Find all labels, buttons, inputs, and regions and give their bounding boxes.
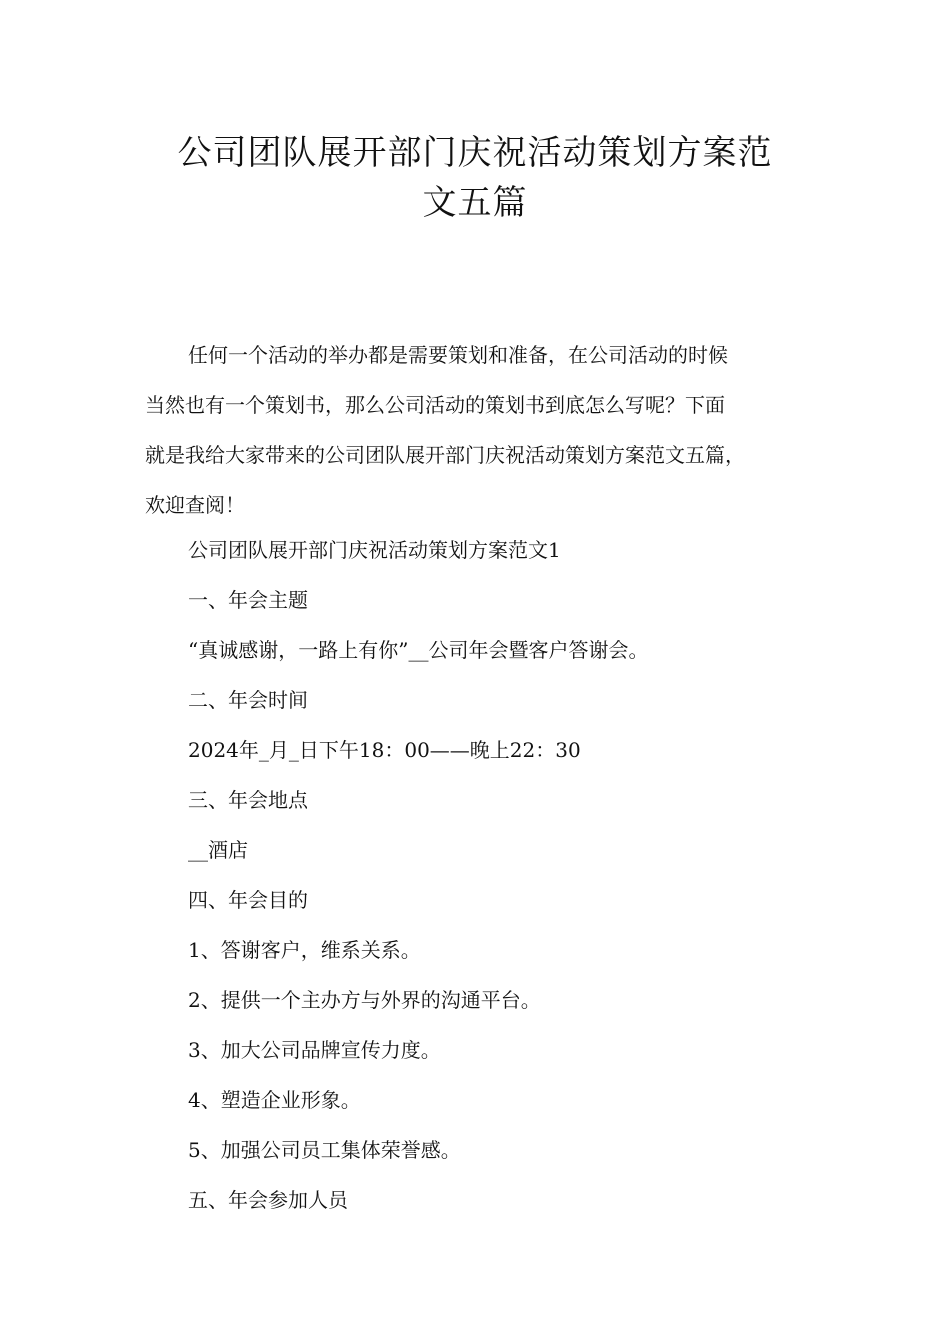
intro-line-2: 当然也有一个策划书，那么公司活动的策划书到底怎么写呢？下面 — [145, 393, 725, 417]
intro-line-3: 就是我给大家带来的公司团队展开部门庆祝活动策划方案范文五篇， — [145, 443, 745, 467]
document-title-line-1: 公司团队展开部门庆祝活动策划方案范 — [177, 133, 773, 173]
purpose-item-2: 2、提供一个主办方与外界的沟通平台。 — [188, 988, 541, 1012]
purpose-item-3: 3、加大公司品牌宣传力度。 — [188, 1038, 441, 1062]
section-heading-plan-1: 公司团队展开部门庆祝活动策划方案范文1 — [188, 538, 561, 562]
purpose-item-5: 5、加强公司员工集体荣誉感。 — [188, 1138, 461, 1162]
theme-text: “真诚感谢，一路上有你”__公司年会暨客户答谢会。 — [188, 638, 649, 662]
heading-venue: 三、年会地点 — [188, 788, 308, 812]
purpose-item-1: 1、答谢客户，维系关系。 — [188, 938, 421, 962]
heading-theme: 一、年会主题 — [188, 588, 308, 612]
heading-purpose: 四、年会目的 — [188, 888, 308, 912]
time-text: 2024年_月_日下午18：00——晚上22：30 — [188, 738, 581, 762]
document-title-line-2: 文五篇 — [422, 183, 528, 223]
intro-line-1: 任何一个活动的举办都是需要策划和准备，在公司活动的时候 — [188, 343, 728, 367]
venue-text: __酒店 — [188, 838, 248, 862]
purpose-item-4: 4、塑造企业形象。 — [188, 1088, 361, 1112]
document-title — [100, 128, 850, 228]
heading-time: 二、年会时间 — [188, 688, 308, 712]
intro-paragraph — [145, 330, 810, 530]
heading-attendees: 五、年会参加人员 — [188, 1188, 348, 1212]
intro-line-4: 欢迎查阅！ — [145, 493, 245, 517]
